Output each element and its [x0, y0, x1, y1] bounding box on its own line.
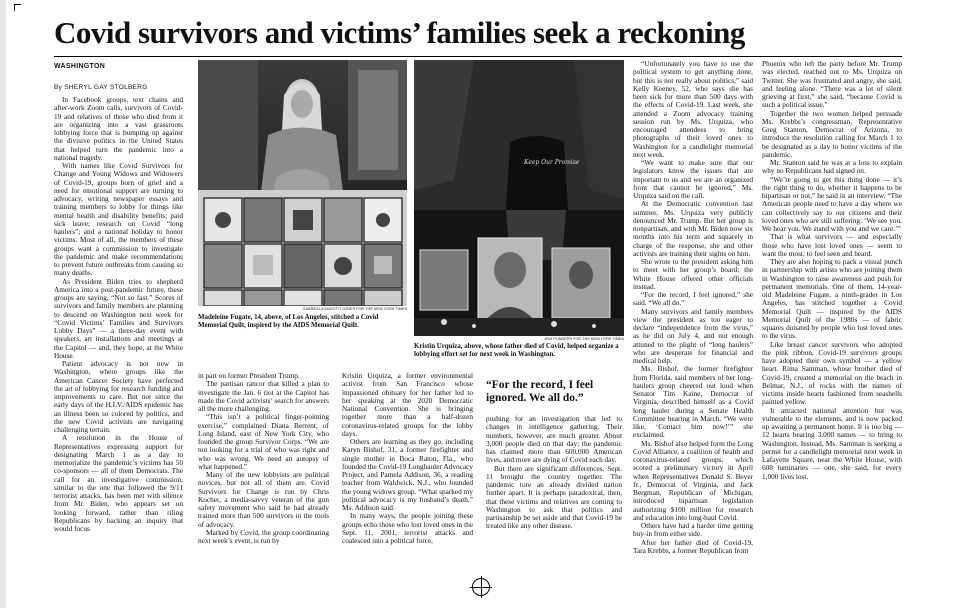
paragraph: Phoenix who left the party before Mr. Trump was elected, reached out to Ms. Urquiza on Twitter. She was frustrated and angry, she said, and feeling alone. “There was a lot of silent grieving at first,” she said, “because Covid is such a political issue.”	[762, 60, 902, 110]
speaker-photo-image	[414, 60, 624, 336]
photo-caption-right	[414, 343, 624, 359]
paragraph: “We’re going to get this thing done — it’s the right thing to do, whether it happens to be bipartisan or not,” he said in an interview. “The American people need to have a day where we can collectively say to our citizens and their loved ones who are still suffering: ‘We see you. We hear you. We stand with you and we care.’”	[762, 174, 902, 233]
paragraph: “Unfortunately you have to use the political system to get anything done, but this is not really about politics,” said Kelly Keeney, 52, who says she has been sick for more than 500 days with the effects of Covid-19. Last week, she attended a Zoom advocacy training session run by Ms. Urquiza, who encouraged attendees to bring photographs of their loved ones to Washington for a candlelight memorial next week.	[633, 60, 753, 159]
quilt-photo-image	[198, 60, 407, 306]
paragraph: But there are significant differences. Sept. 11 brought the country together. The pandemic tore an already divided nation further apart. It is perhaps paradoxical, then, that these victims and relatives are coming to Washington to ask that politics and partisanship be set aside and that Covid-19 be treated like any other disease.	[486, 463, 622, 531]
paragraph: Like breast cancer survivors who adopted the pink ribbon, Covid-19 survivors groups have adopted their own symbol — a yellow heart. Rima Samman, whose brother died of Covid-19, created a memorial on the beach in Belmar, N.J., of rocks with the names of victims inside hearts fashioned from seashells painted yellow.	[762, 339, 902, 407]
paragraph: Mr. Stanton said he was at a loss to explain why no Republicans had signed on.	[762, 158, 902, 176]
registration-mark	[472, 578, 490, 596]
paragraph: Others have had a harder time getting buy-in from either side.	[633, 521, 753, 539]
pull-quote: “For the record, I feel ignored. We all do.”	[486, 379, 594, 404]
paragraph: Marked by Covid, the group coordinating next week’s event, is run by	[198, 527, 329, 545]
article-column-5	[633, 60, 753, 588]
paragraph: “This isn’t a political finger-pointing exercise,” complained Diana Berrent, of Long Island, east of New York City, who founded the group Survivor Corps. “We are not looking for a trial of who was right and who was wrong. We need an autopsy of what happened.”	[198, 412, 329, 471]
photo-caption-left	[198, 314, 408, 330]
paragraph: In Facebook groups, text chains and after-work Zoom calls, survivors of Covid-19 and relatives of those who died from it are organizing into a vast grassroots lobbying force that is bumping up against the divisive politics in the United States that helped turn the pandemic into a national tragedy.	[54, 96, 183, 162]
caption-text: Madeleine Fugate, 14, above, of Los Angeles, stitched a Covid Memorial Quilt, inspired by the AIDS Memorial Quilt.	[198, 314, 379, 329]
paragraph: in part on former President Trump.	[198, 372, 300, 380]
paragraph: Kristin Urquiza, a former environmental activist from San Francisco whose impassioned obituary for her father led to her speaking at the 2020 Democratic National Convention. She is bringing together more than a half-dozen coronavirus-related groups for the lobby days.	[342, 372, 473, 438]
caption-text: Kristin Urquiza, above, whose father died of Covid, helped organize a lobbying effort set for next week in Washington.	[414, 343, 619, 358]
article-column-2	[198, 372, 329, 588]
paragraph: That is what survivors — and especially those who have lost loved ones — seem to want the most: to feel seen and heard.	[762, 232, 902, 258]
speaker-photo	[414, 60, 624, 336]
dateline: WASHINGTON	[54, 63, 106, 70]
paragraph: Others are learning as they go, including Karyn Bishof, 31, a former firefighter and single mother in Boca Raton, Fla., who founded the Covid-19 Longhauler Advocacy Project, and Pamela Addison, 36, a reading teacher from Waldwick, N.J., who founded the young widows group. “What sparked my political advocacy is my husband’s death,” Ms. Addison said.	[342, 437, 473, 512]
paragraph: They are also hoping to pack a visual punch in partnership with artists who are joining them in Washington to raise awareness and push for permanent memorials. One of them, 14-year-old Madeleine Fugate, a ninth-grader in Los Angeles, has stitched together a Covid Memorial Quilt — inspired by the AIDS Memorial Quilt of the 1980s — of fabric squares donated by people who lost loved ones to the virus.	[762, 257, 902, 341]
paragraph: “For the record, I feel ignored,” she said. “We all do.”	[633, 290, 753, 308]
paragraph: Ms. Bishof, the former firefighter from Florida, said members of her long-haulers group cheered out loud when Senator Tim Kaine, Democrat of Virginia, described himself as a Covid long hauler during a Senate Health Committee hearing in March. “We were like, ‘Contact him now!’” she exclaimed.	[633, 364, 753, 440]
article-column-4	[486, 415, 622, 588]
paragraph: Many of the new lobbyists are political novices, but not all of them are. Covid Survivors for Change is run by Chris Kocher, a media-savvy veteran of the gun safety movement who said he had already trained more than 500 survivors in the tools of advocacy.	[198, 470, 329, 529]
paragraph: “We want to make sure that our legislators know the issues that are important to us and we are an organized front that cannot be ignored,” Ms. Urquiza said on the call.	[633, 158, 753, 200]
paragraph: The partisan rancor that killed a plan to investigate the Jan. 6 riot at the Capitol has made the Covid activists’ search for answers all the more challenging.	[198, 379, 329, 413]
shirt-text: Keep Our Promise	[524, 159, 580, 166]
paragraph: Patient advocacy is not new in Washington, where groups like the American Cancer Society have perfected the art of lobbying for research funding and improvements to care. But not since the early days of the H.I.V./AIDS epidemic has an illness been so colored by politics, and the new Covid activists are navigating challenging terrain.	[54, 359, 183, 434]
paragraph: She wrote to the president asking him to meet with her group’s board; the White House offered other officials instead.	[633, 257, 753, 291]
paragraph: In many ways, the people joining these groups echo those who lost loved ones in the Sept. 11, 2001, terrorist attacks and coalesced into a political force,	[342, 511, 473, 545]
paragraph: At the Democratic convention last summer, Ms. Urquiza very publicly denounced Mr. Trump. But her group is nonpartisan, and with Mr. Biden now six months into his term and squarely in charge of the response, she and other activists are training their sights on him.	[633, 199, 753, 258]
paragraph: A resolution in the House of Representatives expressing support for designating March 1 as a day to memorialize the pandemic’s victims has 50 co-sponsors — all of them Democrats. The call for an investigative commission, similar to the one that followed the 9/11 terrorist attacks, has been met with silence from Mr. Biden, who appears set on looking forward, rather than riling Republicans by backing an inquiry that would focus	[54, 433, 183, 533]
paragraph: Together the two women helped persuade Ms. Krebbs’s congressman, Representative Greg Stanton, Democrat of Arizona, to introduce the resolution calling for March 1 to be designated as a day to honor victims of the pandemic.	[762, 108, 902, 159]
paragraph: Many survivors and family members view the president as too eager to declare “independence from the virus,” as he did on July 4, and not enough attuned to the plight of “long haulers” who are desperate for financial and medical help.	[633, 306, 753, 365]
paragraph: It attracted national attention but was vulnerable to the elements, and is now packed up awaiting a permanent home. It is too big — 12 hearts bearing 3,000 names — to bring to Washington. Instead, Ms. Samman is seeking a permit for a candlelight memorial next week in Lafayette Square, near the White House, with 608 luminaries — one, she said, for every 1,000 lives lost.	[762, 405, 902, 481]
headline-rule	[54, 56, 902, 57]
byline: By SHERYL GAY STOLBERG	[54, 84, 148, 91]
article-column-1	[54, 96, 183, 588]
headline: Covid survivors and victims’ families seek a reckoning	[54, 15, 745, 50]
article-column-3	[342, 372, 473, 588]
photo-credit-left: GABRIELLA ANGOTTI-JONES FOR THE NEW YORK TIMES	[302, 307, 407, 311]
photo-credit-right: ASH PONDERS FOR THE NEW YORK TIMES	[544, 337, 624, 341]
paragraph: pushing for an investigation that led to changes in intelligence gathering. Their numbers, however, are much greater. About 3,000 people died on that day; the pandemic has claimed more than 600,000 American lives, and more are dying of Covid each day.	[486, 415, 622, 465]
paragraph: Ms. Bishof also helped form the Long Covid Alliance, a coalition of health and coronavirus-related groups, which scored a preliminary victory in April when Representatives Donald S. Beyer Jr., Democrat of Virginia, and Jack Bergman, Republican of Michigan, introduced bipartisan legislation authorizing $100 million for research and education into long-haul Covid.	[633, 438, 753, 522]
crop-mark	[14, 4, 21, 11]
paragraph: With names like Covid Survivors for Change and Young Widows and Widowers of Covid-19, groups born of grief and a need for emotional support are turning to advocacy, writing newspaper essays and training members to lobby for things like mental health and disability benefits; paid sick leave; research on Covid “long haulers”; and a national holiday to honor victims. Most of all, the members of these groups want a commission to investigate the pandemic and make recommendations to prevent future outbreaks from causing so many deaths.	[54, 161, 183, 278]
article-column-6	[762, 60, 902, 588]
scan-edge-shadow	[0, 0, 6, 608]
quilt-photo	[198, 60, 407, 306]
paragraph: As President Biden tries to shepherd America into a post-pandemic future, these groups are saying, “Not so fast.” Scores of survivors and family members are planning to descend on Washington next week for “Covid Victims’ Families and Survivors Lobby Days” — a three-day event with speakers, art installations and meetings at the Capitol — and, they hope, at the White House.	[54, 276, 183, 360]
paragraph: After her father died of Covid-19, Tara Krebbs, a former Republican from	[633, 537, 753, 555]
